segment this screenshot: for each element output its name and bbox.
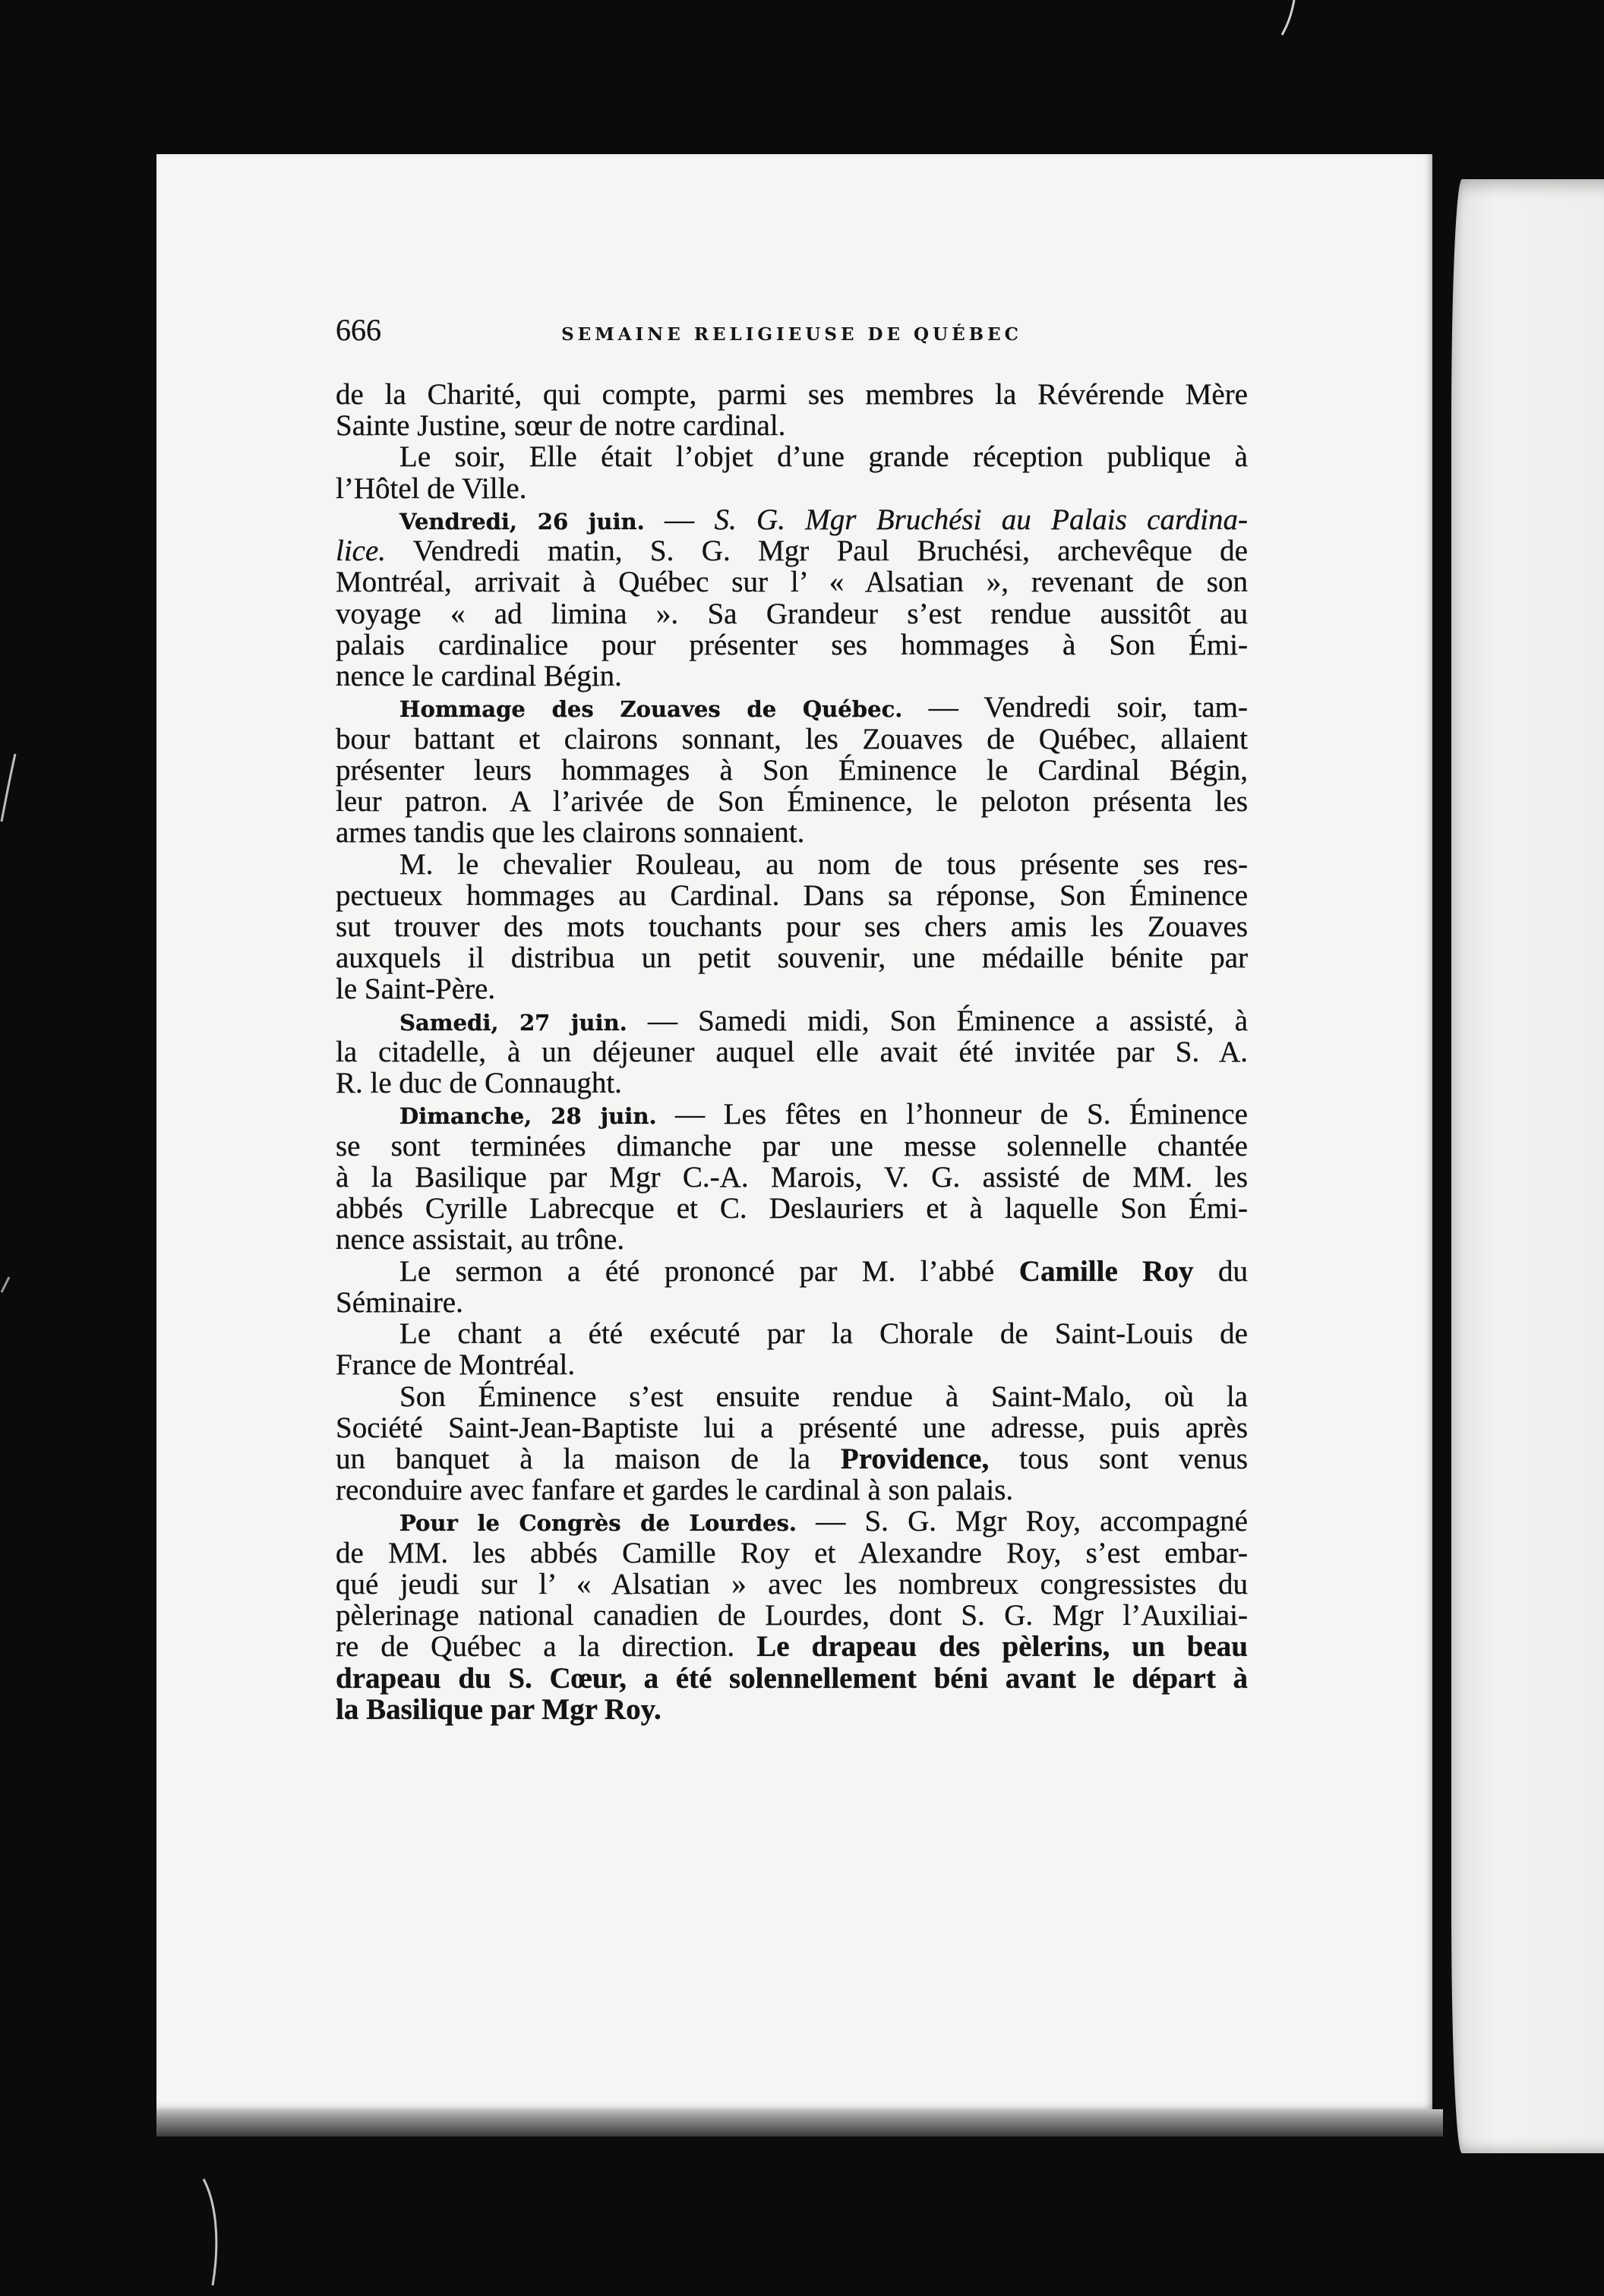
text-line: le Saint-Père. bbox=[336, 973, 496, 1006]
run-in-heading: Vendredi, 26 juin. bbox=[399, 508, 645, 535]
paragraph bbox=[336, 1256, 1248, 1318]
run-in-heading: Samedi, 27 juin. bbox=[399, 1009, 627, 1036]
text-line: palais cardinalice pour présenter ses hommages à Son Émi- bbox=[336, 628, 1248, 661]
run-in-heading: Pour le Congrès de Lourdes. bbox=[399, 1510, 797, 1537]
bold-text: Le drapeau des pèlerins, un beau bbox=[756, 1630, 1248, 1664]
text-line: la citadelle, à un déjeuner auquel elle avait été invitée par S. A. bbox=[336, 1035, 1248, 1068]
text-line: armes tandis que les clairons sonnaient. bbox=[336, 816, 805, 850]
text-line: nence le cardinal Bégin. bbox=[336, 660, 622, 693]
text-line: présenter leurs hommages à Son Éminence le Cardinal Bégin, bbox=[336, 753, 1248, 787]
paragraph bbox=[336, 441, 1248, 503]
text-line: Société Saint-Jean-Baptiste lui a présenté une adresse, puis après bbox=[336, 1411, 1248, 1444]
text-line: se sont terminées dimanche par une messe solennelle chantée bbox=[336, 1129, 1248, 1162]
text-line bbox=[336, 504, 1248, 535]
run-in-heading: Hommage des Zouaves de Québec. bbox=[399, 696, 903, 723]
text-run: — S. G. Mgr Roy, accompagné bbox=[797, 1505, 1248, 1538]
italic-text: lice. bbox=[336, 535, 387, 568]
text-line: sut trouver des mots touchants pour ses chers amis les Zouaves bbox=[336, 910, 1248, 943]
paragraph bbox=[336, 379, 1248, 441]
paragraph bbox=[336, 1381, 1248, 1506]
text-run: Le sermon a été prononcé par M. l’abbé bbox=[399, 1254, 1019, 1288]
paragraph bbox=[336, 1318, 1248, 1380]
text-line: l’Hôtel de Ville. bbox=[336, 472, 527, 505]
text-line: France de Montréal. bbox=[336, 1348, 576, 1382]
text-run: — bbox=[644, 503, 715, 536]
text-run: tous sont venus bbox=[989, 1442, 1249, 1475]
text-line: M. le chevalier Rouleau, au nom de tous présente ses res- bbox=[399, 847, 1248, 881]
text-line: voyage « ad limina ». Sa Grandeur s’est rendue aussitôt au bbox=[336, 597, 1248, 630]
running-head bbox=[336, 315, 1248, 350]
paragraph bbox=[336, 504, 1248, 692]
text-line: reconduire avec fanfare et gardes le cardinal à son palais. bbox=[336, 1474, 1014, 1507]
bold-text: drapeau du S. Cœur, a été solennellement béni avant le départ à bbox=[336, 1661, 1248, 1695]
text-line bbox=[336, 1256, 1248, 1287]
text-line: qué jeudi sur l’ « Alsatian » avec les nombreux congressistes du bbox=[336, 1567, 1248, 1601]
paragraph bbox=[336, 692, 1248, 848]
text-line: Montréal, arrivait à Québec sur l’ « Alsatian », revenant de son bbox=[336, 566, 1248, 599]
text-line bbox=[336, 1443, 1248, 1474]
scan-scratch bbox=[204, 2179, 216, 2285]
page-number: 666 bbox=[336, 313, 381, 347]
text-line: de MM. les abbés Camille Roy et Alexandre Roy, s’est embar- bbox=[336, 1536, 1248, 1569]
text-line bbox=[336, 1694, 1248, 1725]
text-line: Sainte Justine, sœur de notre cardinal. bbox=[336, 409, 786, 443]
scan-scratch bbox=[2, 754, 15, 822]
bold-text: la Basilique par Mgr Roy. bbox=[336, 1692, 661, 1726]
facing-page-edge bbox=[1451, 179, 1604, 2153]
text-line: abbés Cyrille Labrecque et C. Deslauriers et à laquelle Son Émi- bbox=[336, 1192, 1248, 1225]
text-line bbox=[336, 1663, 1248, 1694]
text-line: nence assistait, au trône. bbox=[336, 1223, 625, 1257]
bold-text: Providence, bbox=[840, 1442, 990, 1475]
paragraph bbox=[336, 849, 1248, 1005]
body-text bbox=[336, 379, 1248, 1725]
scan-scratch bbox=[1282, 0, 1294, 35]
paragraph bbox=[336, 1005, 1248, 1099]
run-in-heading: Dimanche, 28 juin. bbox=[399, 1103, 657, 1130]
paragraph bbox=[336, 1506, 1248, 1725]
text-run: re de Québec a la direction. bbox=[336, 1630, 757, 1664]
text-run: — Vendredi soir, tam- bbox=[902, 691, 1248, 724]
scan-scratch bbox=[2, 1277, 9, 1292]
text-line bbox=[336, 535, 1248, 566]
text-line: Le soir, Elle était l’objet d’une grande réception publique à bbox=[399, 440, 1248, 474]
italic-text: S. G. Mgr Bruchési au Palais cardina- bbox=[714, 503, 1248, 536]
text-line bbox=[336, 692, 1248, 723]
text-line bbox=[336, 1099, 1248, 1130]
text-line: leur patron. A l’arivée de Son Éminence, le peloton présenta les bbox=[336, 785, 1248, 818]
text-line: à la Basilique par Mgr C.-A. Marois, V. G. assisté de MM. les bbox=[336, 1160, 1248, 1194]
text-line: Le chant a été exécuté par la Chorale de Saint-Louis de bbox=[399, 1317, 1248, 1351]
text-run: Vendredi matin, S. G. Mgr Paul Bruchési, archevêque de bbox=[386, 535, 1248, 568]
bold-text: Camille Roy bbox=[1018, 1254, 1194, 1288]
text-line: pèlerinage national canadien de Lourdes, dont S. G. Mgr l’Auxiliai- bbox=[336, 1599, 1248, 1632]
running-title: SEMAINE RELIGIEUSE DE QUÉBEC bbox=[561, 324, 1022, 345]
text-run: du bbox=[1193, 1254, 1249, 1288]
text-line: pectueux hommages au Cardinal. Dans sa réponse, Son Éminence bbox=[336, 878, 1248, 912]
text-line bbox=[336, 1631, 1248, 1662]
scanned-page bbox=[156, 154, 1432, 2109]
text-line bbox=[336, 1506, 1248, 1537]
text-line: R. le duc de Connaught. bbox=[336, 1067, 622, 1100]
page-bottom-edge bbox=[156, 2109, 1443, 2137]
text-line: de la Charité, qui compte, parmi ses membres la Révérende Mère bbox=[336, 378, 1248, 411]
text-line: Séminaire. bbox=[336, 1285, 463, 1319]
paragraph bbox=[336, 1099, 1248, 1255]
text-line: auxquels il distribua un petit souvenir, une médaille bénite par bbox=[336, 941, 1248, 975]
text-line: bour battant et clairons sonnant, les Zouaves de Québec, allaient bbox=[336, 722, 1248, 755]
text-run: — Les fêtes en l’honneur de S. Éminence bbox=[656, 1098, 1248, 1131]
text-run: — Samedi midi, Son Éminence a assisté, à bbox=[627, 1004, 1249, 1037]
text-line: Son Éminence s’est ensuite rendue à Saint-Malo, où la bbox=[399, 1380, 1248, 1413]
text-run: un banquet à la maison de la bbox=[336, 1442, 841, 1475]
text-line bbox=[336, 1005, 1248, 1036]
